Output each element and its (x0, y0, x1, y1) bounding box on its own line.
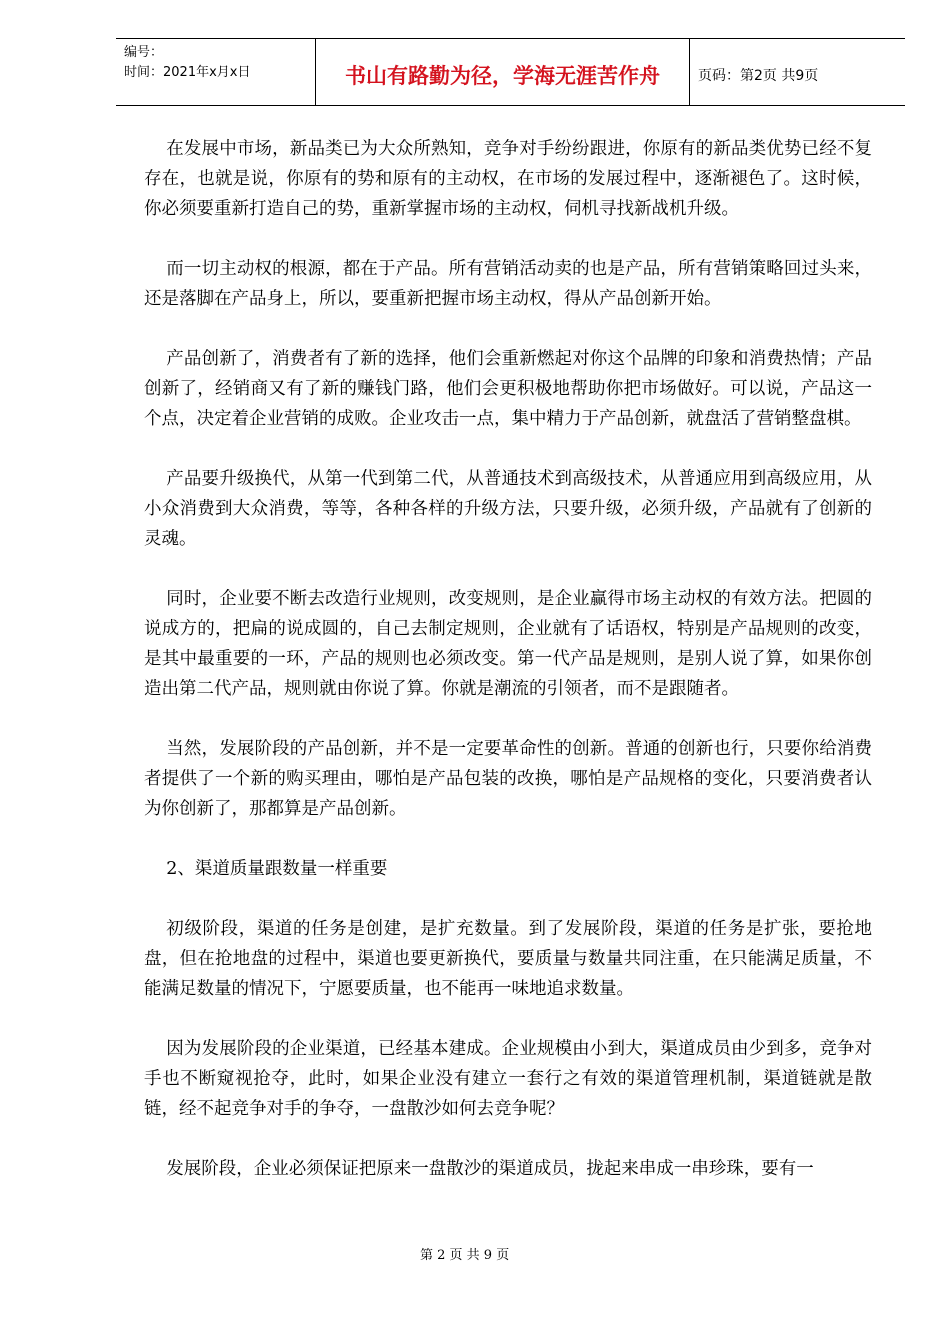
paragraph: 产品要升级换代，从第一代到第二代，从普通技术到高级技术，从普通应用到高级应用，从小众消费到大众消费，等等，各种各样的升级方法，只要升级，必须升级，产品就有了创新的灵魂。 (144, 469, 872, 549)
section-heading: 2、渠道质量跟数量一样重要 (166, 859, 388, 879)
header-meta (116, 39, 316, 105)
paragraph: 发展阶段，企业必须保证把原来一盘散沙的渠道成员，拢起来串成一串珍珠，要有一 (166, 1159, 814, 1179)
paragraph: 初级阶段，渠道的任务是创建，是扩充数量。到了发展阶段，渠道的任务是扩张，要抢地盘，但在抢地盘的过程中，渠道也要更新换代，要质量与数量共同注重，在只能满足质量，不能满足数量的情况下，宁愿要质量，也不能再一味地追求数量。 (144, 919, 872, 999)
header-motto: 书山有路勤为径，学海无涯苦作舟 (316, 39, 690, 105)
document-body (144, 134, 872, 1214)
time-label: 时间：2021年x月x日 (124, 65, 251, 80)
page-footer: 第 2 页 共 9 页 (420, 1248, 510, 1263)
document-header (116, 38, 905, 106)
paragraph: 而一切主动权的根源，都在于产品。所有营销活动卖的也是产品，所有营销策略回过头来，还是落脚在产品身上，所以，要重新把握市场主动权，得从产品创新开始。 (144, 259, 872, 309)
paragraph: 当然，发展阶段的产品创新，并不是一定要革命性的创新。普通的创新也行，只要你给消费者提供了一个新的购买理由，哪怕是产品包装的改换，哪怕是产品规格的变化，只要消费者认为你创新了，那都算是产品创新。 (144, 739, 872, 819)
serial-label: 编号： (124, 45, 164, 60)
paragraph: 因为发展阶段的企业渠道，已经基本建成。企业规模由小到大，渠道成员由少到多，竞争对手也不断窥视抢夺，此时，如果企业没有建立一套行之有效的渠道管理机制，渠道链就是散链，经不起竞争对手的争夺，一盘散沙如何去竞争呢？ (144, 1039, 872, 1119)
paragraph: 在发展中市场，新品类已为大众所熟知，竞争对手纷纷跟进，你原有的新品类优势已经不复存在，也就是说，你原有的势和原有的主动权，在市场的发展过程中，逐渐褪色了。这时候，你必须要重新打造自己的势，重新掌握市场的主动权，伺机寻找新战机升级。 (144, 139, 872, 219)
paragraph: 同时，企业要不断去改造行业规则，改变规则，是企业赢得市场主动权的有效方法。把圆的说成方的，把扁的说成圆的，自己去制定规则，企业就有了话语权，特别是产品规则的改变，是其中最重要的一环，产品的规则也必须改变。第一代产品是规则，是别人说了算，如果你创造出第二代产品，规则就由你说了算。你就是潮流的引领者，而不是跟随者。 (144, 589, 872, 699)
header-page-number: 页码：第2页 共9页 (698, 68, 819, 84)
paragraph: 产品创新了，消费者有了新的选择，他们会重新燃起对你这个品牌的印象和消费热情；产品创新了，经销商又有了新的赚钱门路，他们会更积极地帮助你把市场做好。可以说，产品这一个点，决定着企业营销的成败。企业攻击一点，集中精力于产品创新，就盘活了营销整盘棋。 (144, 349, 872, 429)
